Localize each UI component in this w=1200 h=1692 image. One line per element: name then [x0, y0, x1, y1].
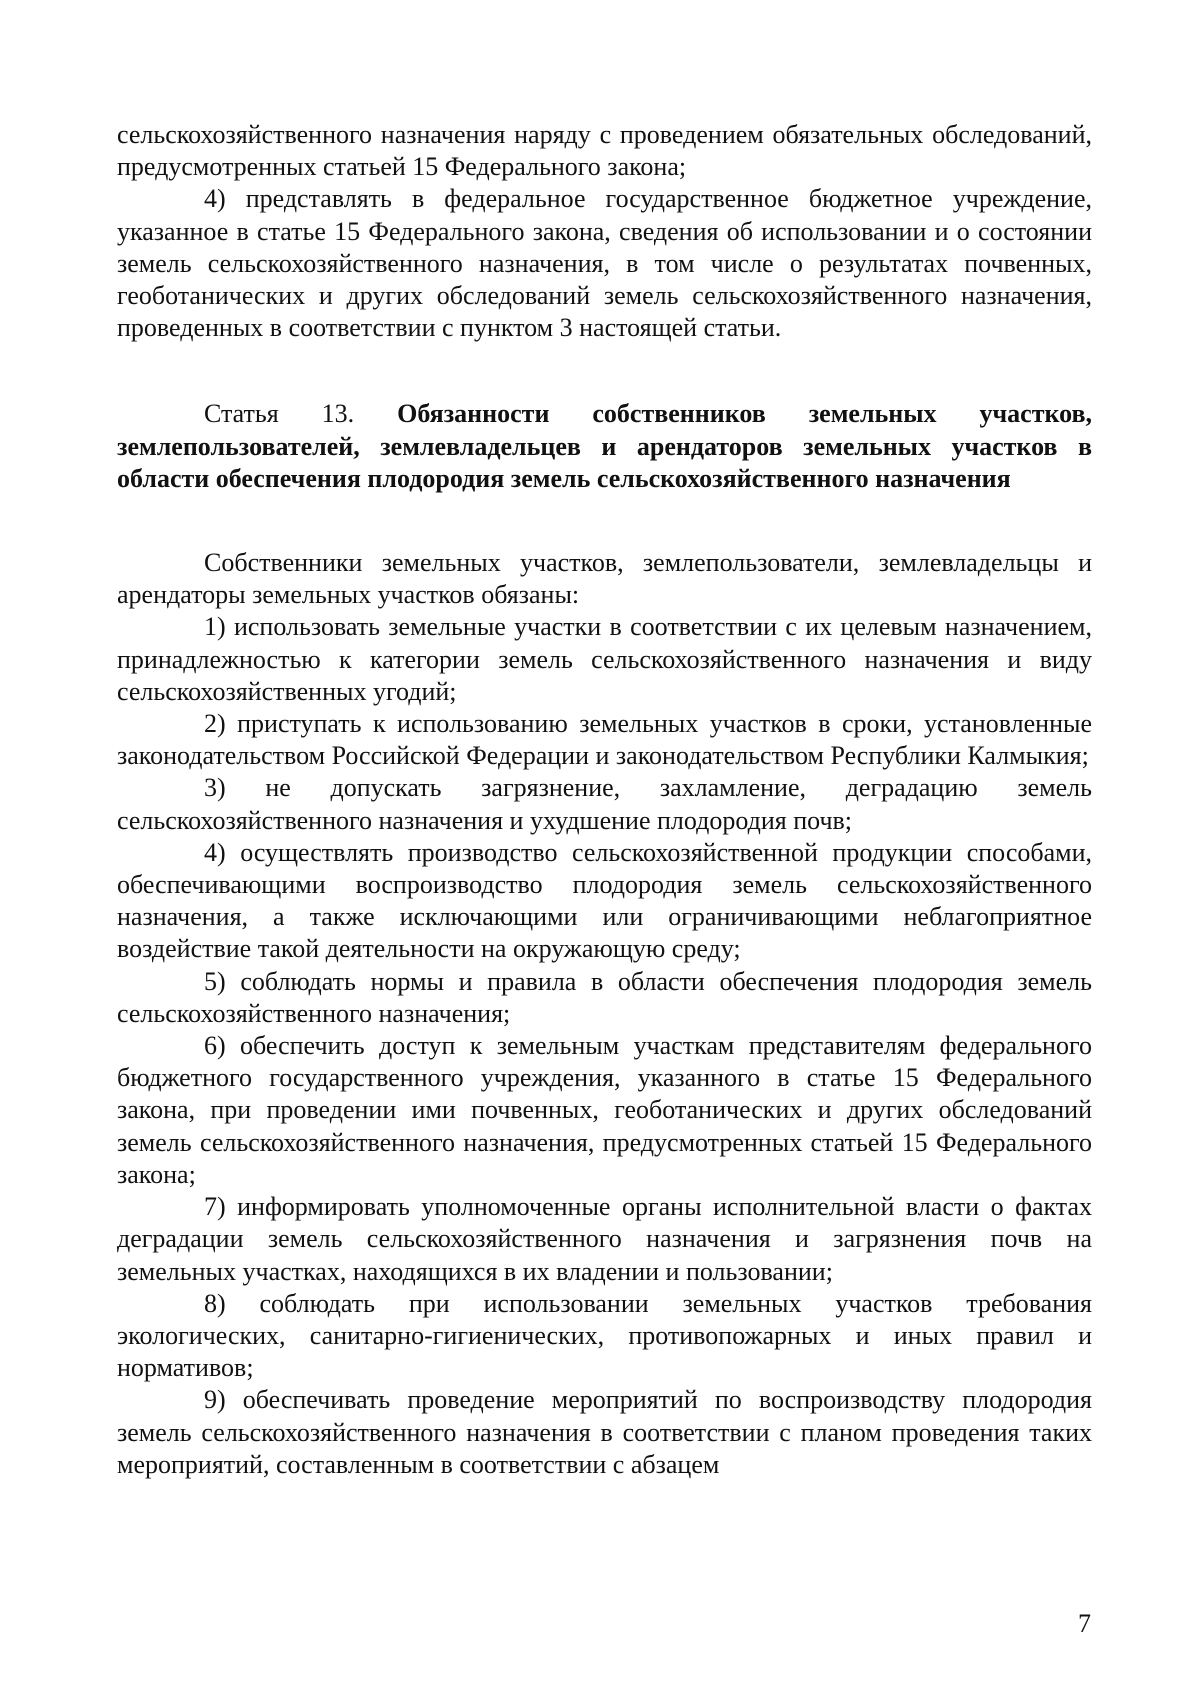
list-item: 5) соблюдать нормы и правила в области обеспечения плодородия земель сельскохозяйственного назначения; [117, 966, 1092, 1028]
article-title: Обязанности собственников земельных участков, землепользователей, землевладельцев и арендаторов земельных участков в области обеспечения плодородия земель сельскохозяйственного назначения [117, 399, 1092, 493]
paragraph-continuation: сельскохозяйственного назначения наряду с проведением обязательных обследований, предусмотренных статьей 15 Федерального закона; [117, 120, 1092, 182]
list-item: 1) использовать земельные участки в соответствии с их целевым назначением, принадлежностью к категории земель сельскохозяйственного назначения и виду сельскохозяйственных угодий; [117, 612, 1092, 706]
list-item: 7) информировать уполномоченные органы исполнительной власти о фактах деградации земель сельскохозяйственного назначения и загрязнения почв на земельных участках, находящихся в их владении и пользовании; [117, 1192, 1092, 1286]
list-item: 4) осуществлять производство сельскохозяйственной продукции способами, обеспечивающими воспроизводство плодородия земель сельскохозяйственного назначения, а также исключающими или ограничивающими неблагоприятное воздействие такой деятельности на окружающую среду; [117, 837, 1092, 964]
article-number: Статья 13. [204, 399, 355, 429]
article-heading [117, 398, 1092, 495]
page-number: 7 [1078, 1609, 1091, 1638]
list-item: 2) приступать к использованию земельных участков в сроки, установленные законодательством Российской Федерации и законодательством Республики Калмыкия; [117, 709, 1092, 771]
list-item: 8) соблюдать при использовании земельных участков требования экологических, санитарно-гигиенических, противопожарных и иных правил и нормативов; [117, 1288, 1092, 1383]
paragraph-item-4-previous: 4) представлять в федеральное государственное бюджетное учреждение, указанное в статье 15 Федерального закона, сведения об использовании и о состоянии земель сельскохозяйственного назначения, в том числе о результатах почвенных, геоботанических и других обследований земель сельскохозяйственного назначения, проведенных в соответствии с пунктом 3 настоящей статьи. [117, 184, 1092, 343]
article-intro: Собственники земельных участков, землепользователи, землевладельцы и арендаторы земельных участков обязаны: [117, 548, 1092, 610]
list-item: 6) обеспечить доступ к земельным участкам представителям федерального бюджетного государственного учреждения, указанного в статье 15 Федерального закона, при проведении ими почвенных, геоботанических и других обследований земель сельскохозяйственного назначения, предусмотренных статьей 15 Федерального закона; [117, 1031, 1092, 1189]
list-item: 9) обеспечивать проведение мероприятий по воспроизводству плодородия земель сельскохозяйственного назначения в соответствии с планом проведения таких мероприятий, составленным в соответствии с абзацем [117, 1385, 1092, 1479]
document-body [117, 119, 1092, 1481]
list-item: 3) не допускать загрязнение, захламление, деградацию земель сельскохозяйственного назначения и ухудшение плодородия почв; [117, 773, 1092, 835]
